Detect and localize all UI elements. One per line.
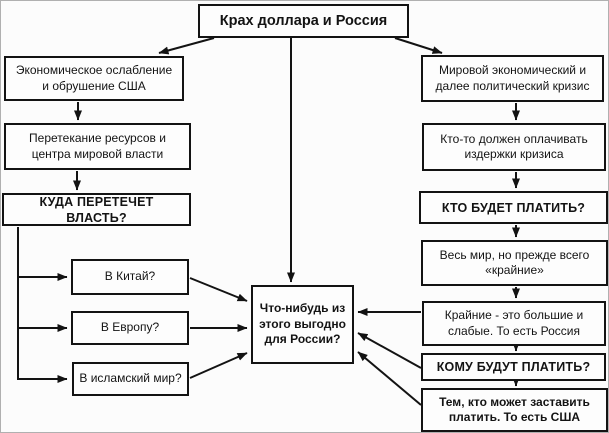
arrow-title-to-right-chain [395,38,442,53]
arrow-r6-center [358,333,421,368]
box-option-china: В Китай? [71,259,189,295]
box-whom-will-they-pay-question: КОМУ БУДУТ ПЛАТИТЬ? [421,353,606,381]
arrow-r7-center [358,352,421,405]
box-title-dollar-collapse: Крах доллара и Россия [198,4,409,38]
box-option-europe: В Европу? [71,311,189,345]
box-center-benefit-for-russia: Что-нибудь из этого выгодно для России? [251,285,354,364]
box-whole-world-extremes: Весь мир, но прежде всего «крайние» [421,240,608,286]
box-who-will-pay-question: КТО БУДЕТ ПЛАТИТЬ? [419,191,608,224]
box-someone-must-pay-costs: Кто-то должен оплачивать издержки кризиса [422,123,606,171]
arrow-title-to-left-chain [159,38,214,53]
box-option-islamic-world: В исламский мир? [72,362,189,396]
arrow-islamic-center [190,353,247,378]
box-world-economic-political-crisis: Мировой экономический и далее политический кризис [421,55,604,102]
box-economic-weakening-usa: Экономическое ослабление и обрушение США [4,56,184,101]
arrow-china-center [190,278,247,301]
box-where-power-flows-question: КУДА ПЕРЕТЕЧЕТ ВЛАСТЬ? [2,193,191,226]
box-resources-power-flow: Перетекание ресурсов и центра мировой власти [4,123,191,170]
box-extremes-are-russia: Крайние - это большие и слабые. То есть Россия [422,301,606,346]
box-those-who-can-force-payment-usa: Тем, кто может заставить платить. То есть США [421,388,608,432]
